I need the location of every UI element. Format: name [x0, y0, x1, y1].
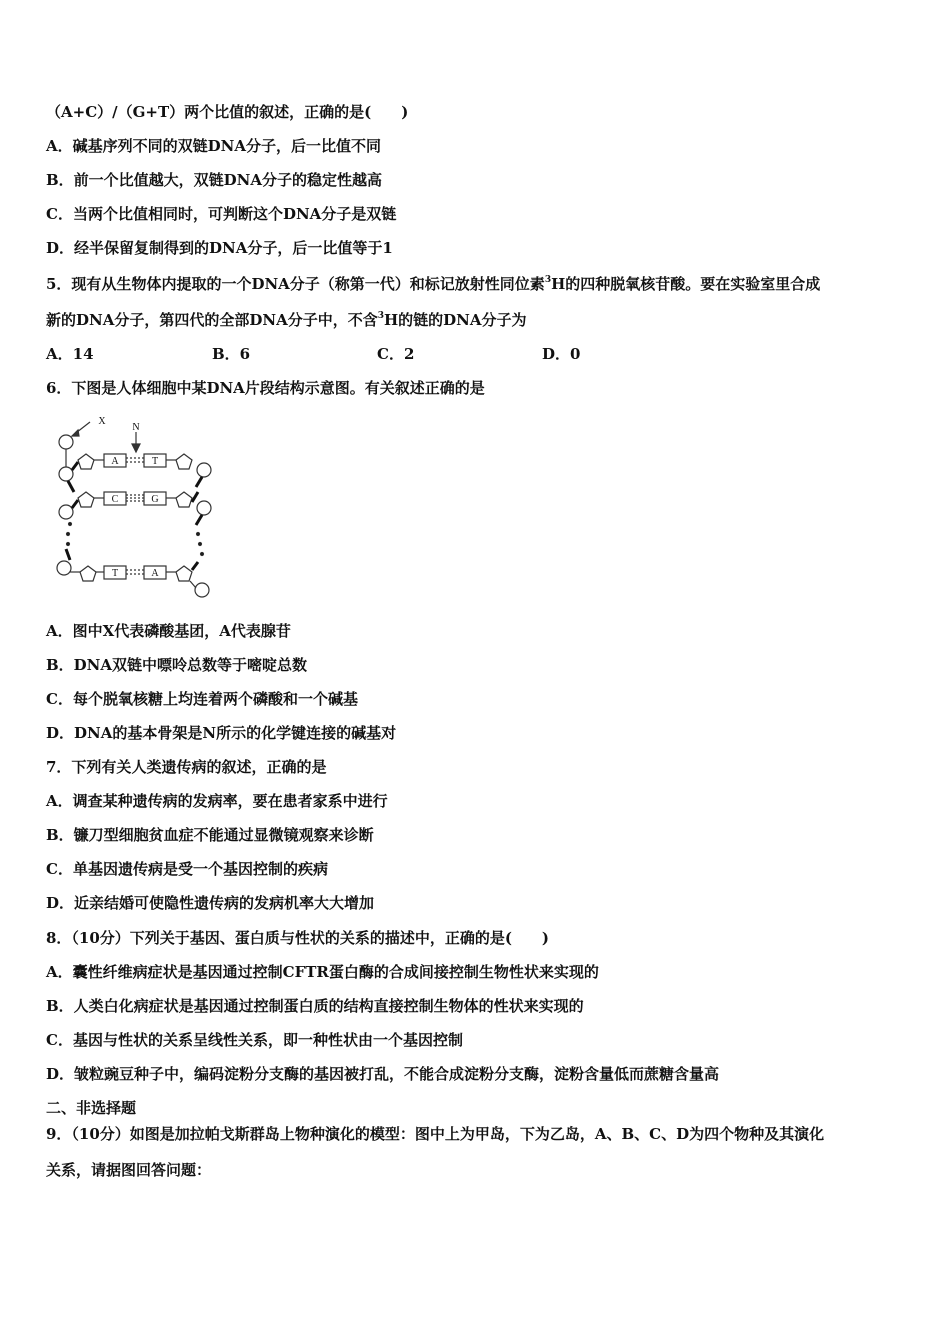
base-a: A: [111, 456, 119, 467]
q8-stem: 8．（10分）下列关于基因、蛋白质与性状的关系的描述中，正确的是( ): [46, 929, 550, 947]
phosphate-circle: [195, 583, 209, 597]
deoxyribose-pentagon: [176, 566, 192, 581]
q5-stem-line2: 新的DNA分子，第四代的全部DNA分子中，不含$^3$H的链的DNA分子为: [46, 311, 527, 329]
q6-option-d: D．DNA的基本骨架是N所示的化学键连接的碱基对: [46, 724, 397, 742]
q7-option-c: C．单基因遗传病是受一个基因控制的疾病: [46, 860, 328, 878]
q4-stem: （A+C）/（G+T）两个比值的叙述，正确的是( ): [46, 103, 409, 121]
q5-option-b: B．6: [212, 345, 251, 363]
q9-stem-line1: 9．（10分）如图是加拉帕戈斯群岛上物种演化的模型：图中上为甲岛，下为乙岛，A、B、C、D为四个物种及其演化: [46, 1125, 825, 1143]
section-title: 二、非选择题: [46, 1099, 137, 1117]
q5-stem-line1: 5．现有从生物体内提取的一个DNA分子（称第一代）和标记放射性同位素$^3$H的四种脱氧核苷酸。要在实验室里合成: [46, 275, 821, 293]
q6-option-b: B．DNA双链中嘌呤总数等于嘧啶总数: [46, 656, 308, 674]
phosphate-x-circle: [59, 435, 73, 449]
deoxyribose-pentagon: [176, 454, 192, 469]
q7-option-a: A．调查某种遗传病的发病率，要在患者家系中进行: [46, 792, 388, 810]
q4-option-b: B．前一个比值越大，双链DNA分子的稳定性越高: [46, 171, 383, 189]
q7-option-d: D．近亲结婚可使隐性遗传病的发病机率大大增加: [46, 894, 375, 912]
deoxyribose-pentagon: [78, 454, 94, 469]
deoxyribose-pentagon: [176, 492, 192, 507]
q7-option-b: B．镰刀型细胞贫血症不能通过显微镜观察来诊断: [46, 826, 374, 844]
deoxyribose-pentagon: [78, 492, 94, 507]
phosphate-circle: [197, 463, 211, 477]
base-g: G: [151, 494, 159, 505]
q8-option-b: B．人类白化病症状是基因通过控制蛋白质的结构直接控制生物体的性状来实现的: [46, 997, 584, 1015]
q8-option-d: D．皱粒豌豆种子中，编码淀粉分支酶的基因被打乱，不能合成淀粉分支酶，淀粉含量低而蔗糖含量高: [46, 1065, 720, 1083]
q9-stem-line2: 关系，请据图回答问题：: [46, 1161, 212, 1179]
q4-option-c: C．当两个比值相同时，可判断这个DNA分子是双链: [46, 205, 397, 223]
q8-option-a: A．囊性纤维病症状是基因通过控制CFTR蛋白酶的合成间接控制生物性状来实现的: [46, 963, 599, 981]
label-n: N: [132, 422, 140, 433]
q5-option-c: C．2: [377, 345, 415, 363]
q5-option-d: D．0: [542, 345, 581, 363]
dna-structure-figure: [52, 412, 222, 602]
q6-stem: 6．下图是人体细胞中某DNA片段结构示意图。有关叙述正确的是: [46, 379, 485, 397]
base-t: T: [151, 456, 159, 467]
q4-option-d: D．经半保留复制得到的DNA分子，后一比值等于1: [46, 239, 393, 257]
deoxyribose-pentagon: [80, 566, 96, 581]
phosphate-circle: [57, 561, 71, 575]
q7-stem: 7．下列有关人类遗传病的叙述，正确的是: [46, 758, 327, 776]
base-a: A: [151, 568, 159, 579]
q6-option-a: A．图中X代表磷酸基团，A代表腺苷: [46, 622, 291, 640]
base-t: T: [111, 568, 119, 579]
base-c: C: [111, 494, 119, 505]
q4-option-a: A．碱基序列不同的双链DNA分子，后一比值不同: [46, 137, 381, 155]
q8-option-c: C．基因与性状的关系呈线性关系，即一种性状由一个基因控制: [46, 1031, 463, 1049]
label-x: X: [98, 416, 106, 427]
phosphate-circle: [197, 501, 211, 515]
q5-option-a: A．14: [46, 345, 94, 363]
q6-option-c: C．每个脱氧核糖上均连着两个磷酸和一个碱基: [46, 690, 358, 708]
